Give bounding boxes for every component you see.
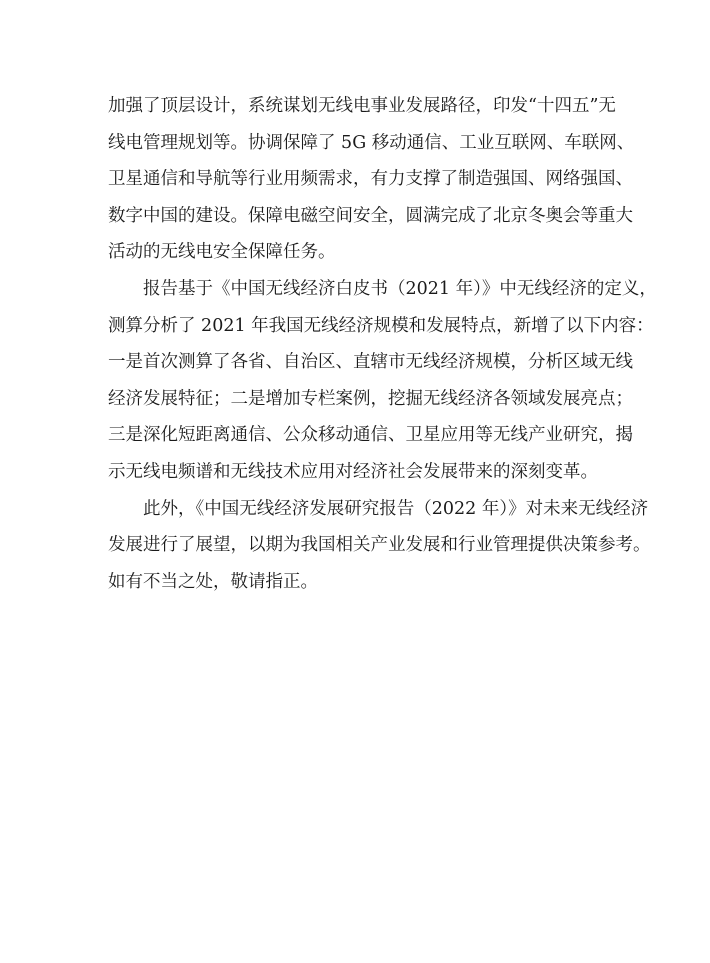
paragraph-2-line-4: 经济发展特征；二是增加专栏案例，挖掘无线经济各领域发展亮点； <box>108 388 633 409</box>
paragraph-1-line-2: 线电管理规划等。协调保障了 5G 移动通信、工业互联网、车联网、 <box>108 132 635 153</box>
paragraph-3-line-1: 此外，《中国无线经济发展研究报告（2022 年）》对未来无线经济 <box>143 498 649 519</box>
paragraph-3-line-3: 如有不当之处，敬请指正。 <box>108 571 318 592</box>
paragraph-2-line-5: 三是深化短距离通信、公众移动通信、卫星应用等无线产业研究，揭 <box>108 425 633 446</box>
paragraph-2-line-6: 示无线电频谱和无线技术应用对经济社会发展带来的深刻变革。 <box>108 461 598 482</box>
paragraph-2-line-2: 测算分析了 2021 年我国无线经济规模和发展特点，新增了以下内容： <box>108 315 654 336</box>
paragraph-1-line-1: 加强了顶层设计，系统谋划无线电事业发展路径，印发“十四五”无 <box>108 96 616 116</box>
paragraph-1-line-3: 卫星通信和导航等行业用频需求，有力支撑了制造强国、网络强国、 <box>108 169 633 190</box>
paragraph-1-line-5: 活动的无线电安全保障任务。 <box>108 242 336 263</box>
paragraph-3-line-2: 发展进行了展望，以期为我国相关产业发展和行业管理提供决策参考。 <box>108 535 651 556</box>
body-text <box>108 88 657 600</box>
paragraph-2-line-1: 报告基于《中国无线经济白皮书（2021 年）》中无线经济的定义， <box>143 278 657 299</box>
paragraph-1-line-4: 数字中国的建设。保障电磁空间安全，圆满完成了北京冬奥会等重大 <box>108 205 633 226</box>
paragraph-2-line-3: 一是首次测算了各省、自治区、直辖市无线经济规模，分析区域无线 <box>108 352 633 373</box>
